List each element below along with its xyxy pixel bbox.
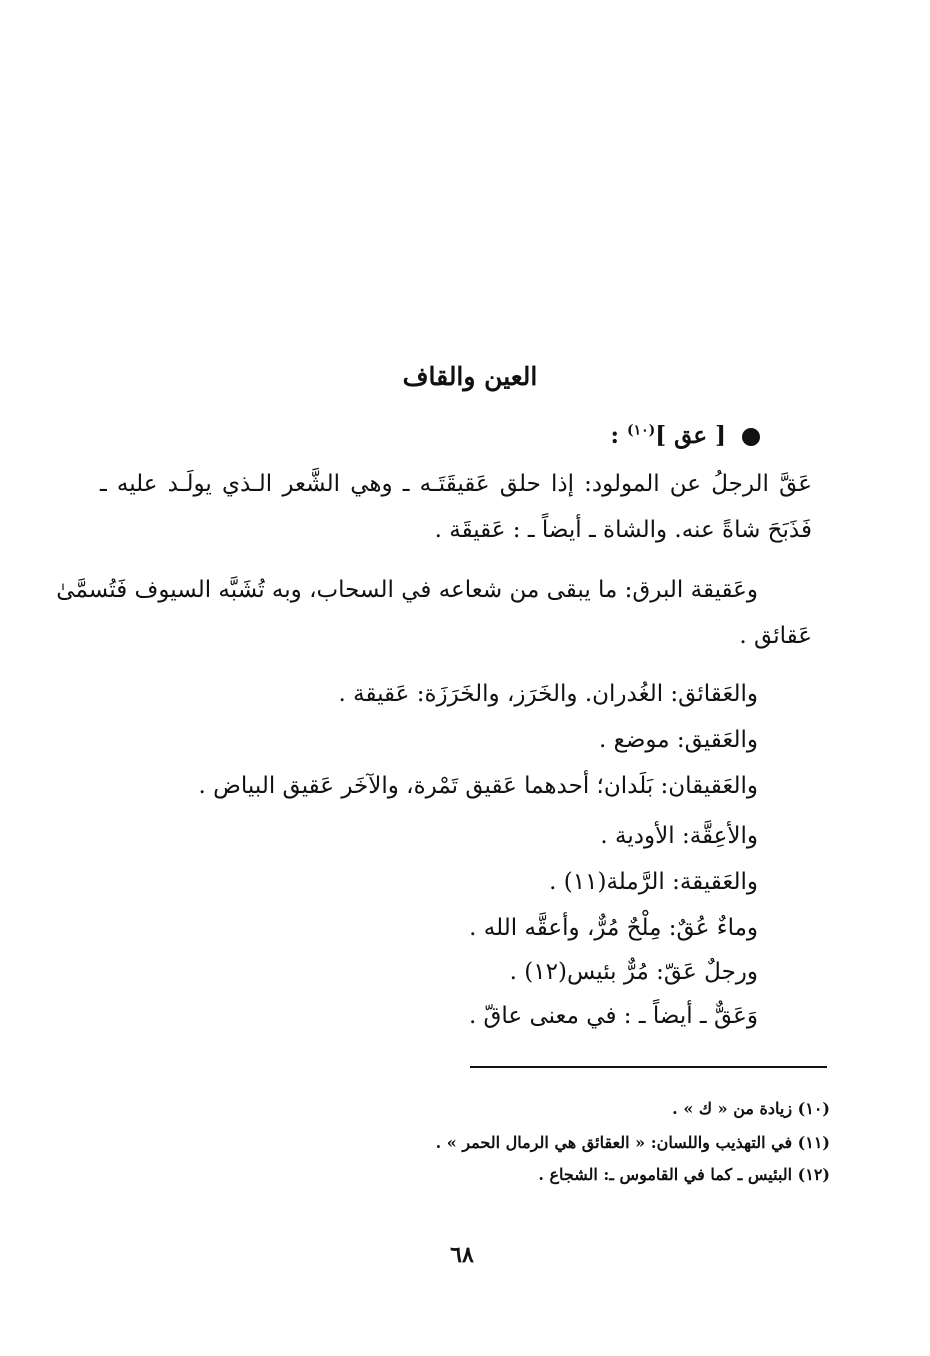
paragraph-2-line-2: عَقائق . [739, 623, 812, 649]
bullet-icon [742, 428, 760, 446]
definition-line: وماءٌ عُقٌ: مِلْحٌ مُرٌّ، وأعقَّه الله . [469, 915, 758, 941]
paragraph-1-line-2: فَذَبَحَ شاةً عنه. والشاة ـ أيضاً ـ : عَقيقَة . [434, 517, 812, 543]
definition-line: والعَقيقة: الرَّملة(١١) . [549, 869, 758, 895]
entry-headword [610, 422, 760, 449]
definition-line: والعَقائق: الغُدران. والخَرَز، والخَرَزَة: عَقيقة . [338, 681, 758, 707]
entry-colon: : [610, 422, 619, 449]
footnote-12: (١٢) البئيس ـ كما في القاموس ـ: الشجاع . [538, 1165, 830, 1184]
definition-line: والعَقيقان: بَلَدان؛ أحدهما عَقيق تَمْرة، والآخَر عَقيق البياض . [198, 773, 758, 799]
paragraph-1-line-1: عَقَّ الرجلُ عن المولود: إذا حلق عَقيقَتَـه ـ وهي الشَّعر الـذي يولَـد عليه ـ [100, 471, 812, 497]
footnote-divider [470, 1066, 827, 1068]
definition-line: والعَقيق: موضع . [598, 727, 758, 753]
headword: [ عق ] [655, 422, 726, 449]
footnote-ref-10: (١٠) [627, 422, 656, 439]
definition-line: ورجلٌ عَقّ: مُرٌّ بئيس(١٢) . [509, 959, 758, 985]
definition-line: والأعِقَّة: الأودية . [600, 823, 758, 849]
footnote-10: (١٠) زيادة من « ك » . [672, 1099, 830, 1118]
page-number: ٦٨ [450, 1242, 474, 1268]
paragraph-2-line-1: وعَقيقة البرق: ما يبقى من شعاعه في السحاب، وبه تُشَبَّه السيوف فَتُسمَّىٰ [56, 577, 758, 603]
definition-line: وَعَقٌّ ـ أيضاً ـ : في معنى عاقّ . [468, 1003, 758, 1029]
footnote-11: (١١) في التهذيب واللسان: « العقائق هي الرمال الحمر » . [435, 1133, 830, 1152]
section-heading: العين والقاف [402, 362, 538, 391]
